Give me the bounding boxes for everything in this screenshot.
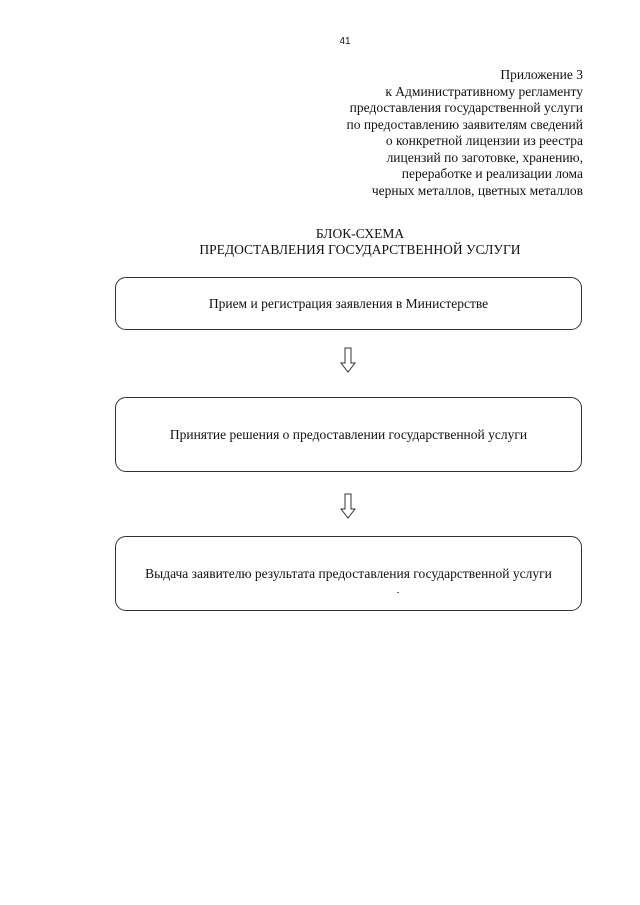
scheme-title [0,226,640,258]
flow-step-decision [115,397,582,472]
flow-step-registration [115,277,582,330]
down-arrow-icon [340,347,356,373]
appendix-line: лицензий по заготовке, хранению, [386,149,583,165]
flow-step-result-issuance [115,536,582,611]
scheme-title-line: ПРЕДОСТАВЛЕНИЯ ГОСУДАРСТВЕННОЙ УСЛУГИ [199,242,521,257]
appendix-line: о конкретной лицензии из реестра [385,133,583,148]
scan-speck [397,592,399,593]
appendix-line: Приложение 3 [500,67,583,82]
appendix-line: к Административному регламенту [385,83,583,99]
flow-step-label: Принятие решения о предоставлении государственной услуги [169,426,528,442]
appendix-line: предоставления государственной услуги [349,100,583,115]
flow-step-label: Прием и регистрация заявления в Министерстве [208,295,489,311]
scheme-title-line: БЛОК-СХЕМА [315,226,405,241]
down-arrow-icon [340,493,356,519]
appendix-header [283,67,583,199]
flow-step-label: Выдача заявителю результата предоставления государственной услуги [145,565,552,581]
appendix-line: черных металлов, цветных металлов [371,182,583,198]
appendix-line: по предоставлению заявителям сведений [346,116,583,132]
appendix-line: переработке и реализации лома [401,166,583,181]
page-number: 41 [339,36,351,47]
